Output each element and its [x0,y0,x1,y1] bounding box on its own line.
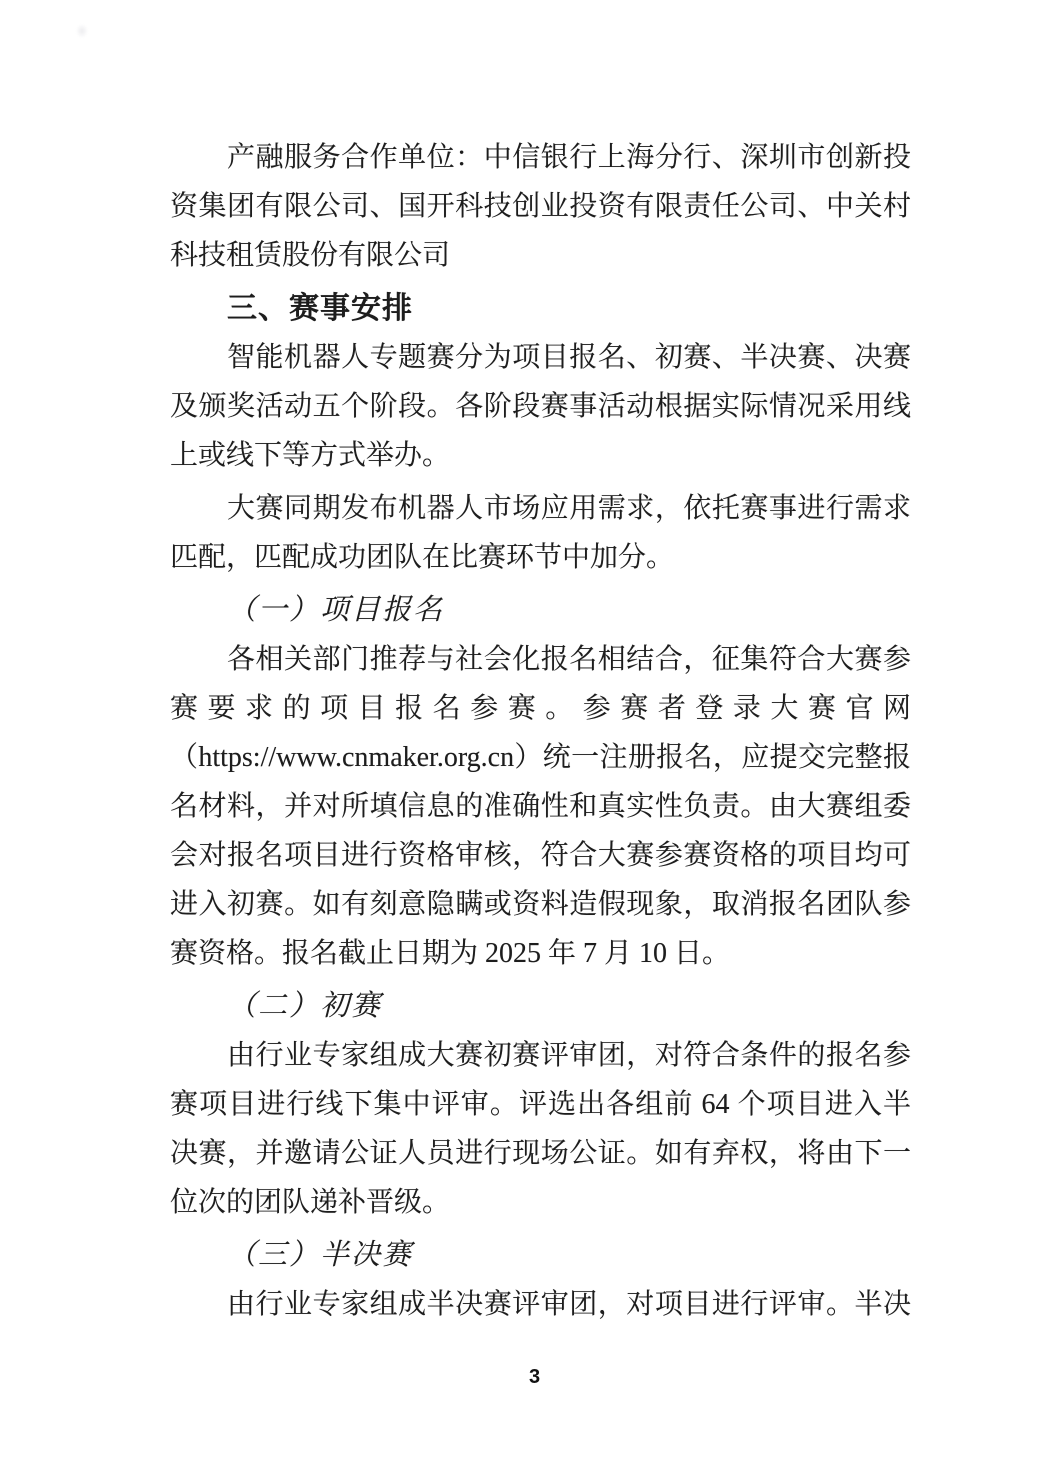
text-line: 上或线下等方式举办。 [170,440,451,471]
subsection-heading: （二）初赛 [227,990,383,1022]
text-line: 科技租赁股份有限公司 [170,240,451,271]
text-line: 名材料，并对所填信息的准确性和真实性负责。由大赛组委 [170,791,911,822]
subsection-heading: （一）项目报名 [227,594,445,626]
text-line: 产融服务合作单位：中信银行上海分行、深圳市创新投 [227,142,911,173]
text-line: 赛项目进行线下集中评审。评选出各组前 64 个项目进入半 [170,1089,911,1120]
text-line: 资集团有限公司、国开科技创业投资有限责任公司、中关村 [170,191,911,222]
text-line: 及颁奖活动五个阶段。各阶段赛事活动根据实际情况采用线 [170,391,911,422]
text-line: 大赛同期发布机器人市场应用需求，依托赛事进行需求 [227,493,911,524]
section-heading: 三、赛事安排 [227,292,413,325]
text-line: 位次的团队递补晋级。 [170,1187,451,1218]
text-line: 进入初赛。如有刻意隐瞒或资料造假现象，取消报名团队参 [170,889,911,920]
scan-artifact [76,24,88,38]
page-number: 3 [528,1366,541,1388]
text-line: 赛资格。报名截止日期为 2025 年 7 月 10 日。 [170,938,731,969]
text-line: 会对报名项目进行资格审核，符合大赛参赛资格的项目均可 [170,840,911,871]
document-body [170,133,911,1329]
text-line: 由行业专家组成大赛初赛评审团，对符合条件的报名参 [227,1040,911,1071]
text-line: 匹配，匹配成功团队在比赛环节中加分。 [170,542,675,573]
text-line: 赛要求的项目报名参赛。参赛者登录大赛官网 [170,693,911,724]
text-line: 各相关部门推荐与社会化报名相结合，征集符合大赛参 [227,644,911,675]
text-line: 决赛，并邀请公证人员进行现场公证。如有弃权，将由下一 [170,1138,911,1169]
text-line-url: （https://www.cnmaker.org.cn）统一注册报名，应提交完整报 [170,742,911,773]
subsection-heading: （三）半决赛 [227,1239,414,1271]
text-line: 智能机器人专题赛分为项目报名、初赛、半决赛、决赛 [227,342,911,373]
text-line: 由行业专家组成半决赛评审团，对项目进行评审。半决 [227,1289,911,1320]
